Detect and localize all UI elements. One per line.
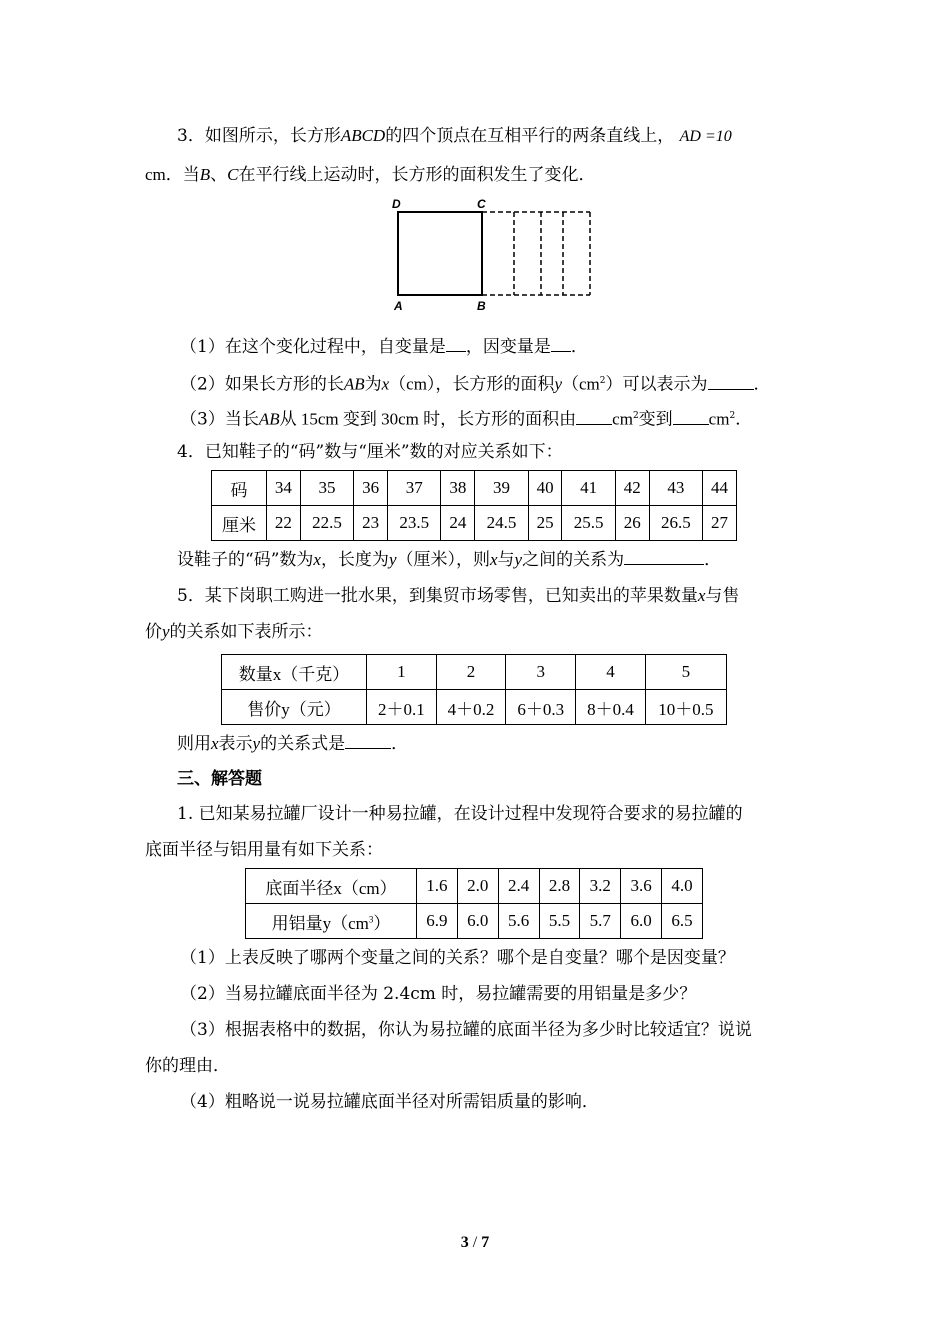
label-D: D xyxy=(392,197,401,211)
table-cell: 6＋0.3 xyxy=(506,690,576,725)
table-cell: 6.5 xyxy=(662,904,703,939)
table-cell: 39 xyxy=(475,471,528,506)
page-number: 3 / 7 xyxy=(460,1234,490,1251)
table-cell: 22.5 xyxy=(300,506,353,541)
blank xyxy=(708,372,754,390)
s1-q3a: （3）根据表格中的数据，你认为易拉罐的底面半径为多少时比较适宜？说说 xyxy=(180,1020,752,1040)
table-cell: 6.0 xyxy=(457,904,498,939)
q5-line2: 价y的关系如下表所示： xyxy=(145,622,323,642)
table-cell: 34 xyxy=(267,471,301,506)
q4-intro: 4．已知鞋子的“码”数与“厘米”数的对应关系如下： xyxy=(177,442,563,462)
table-cell: 2.4 xyxy=(498,869,539,904)
table-cell: 1.6 xyxy=(417,869,458,904)
table-cell: 6.9 xyxy=(417,904,458,939)
table-cell: 售价y（元） xyxy=(222,690,367,725)
table-cell: 2 xyxy=(436,655,506,690)
table-cell: 27 xyxy=(703,506,737,541)
q3-sub2: （2）如果长方形的长AB为x（cm），长方形的面积$y(cm^2)$可以表示为 ． xyxy=(180,369,845,397)
table-cell: 4＋0.2 xyxy=(436,690,506,725)
table-cell: 6.0 xyxy=(621,904,662,939)
s1-q1: （1）上表反映了哪两个变量之间的关系？哪个是自变量？哪个是因变量？ xyxy=(180,948,735,968)
table-cell: 25.5 xyxy=(562,506,615,541)
table-cell: 5.6 xyxy=(498,904,539,939)
rectangle-figure xyxy=(388,196,598,312)
table-cell: 40 xyxy=(528,471,562,506)
blank xyxy=(673,407,709,425)
table-cell: 4 xyxy=(576,655,646,690)
q3-sub1: （1）在这个变化过程中，自变量是 ，因变量是 ． xyxy=(180,334,845,359)
table-cell: 3 xyxy=(506,655,576,690)
blank xyxy=(576,407,612,425)
table-row xyxy=(246,904,703,939)
table-cell: 5 xyxy=(645,655,726,690)
table-cell: 10＋0.5 xyxy=(645,690,726,725)
table-row xyxy=(212,506,737,541)
s1-q2: （2）当易拉罐底面半径为 2.4cm 时，易拉罐需要的用铝量是多少？ xyxy=(180,984,697,1004)
q3-sub3: （3）当长AB从 15cm 变到 30cm 时，长方形的面积由 $cm^2$变到 $cm^2$． xyxy=(180,404,845,432)
s1-q3b: 你的理由． xyxy=(145,1056,230,1076)
table-cell: 24 xyxy=(441,506,475,541)
table-cell: 23 xyxy=(354,506,388,541)
shoe-size-table xyxy=(211,470,737,541)
table-cell: 8＋0.4 xyxy=(576,690,646,725)
s1-line2: 底面半径与铝用量有如下关系： xyxy=(145,840,383,860)
s1-line1: 1. 已知某易拉罐厂设计一种易拉罐，在设计过程中发现符合要求的易拉罐的 xyxy=(177,804,743,824)
table-row xyxy=(222,655,727,690)
table-cell: 42 xyxy=(615,471,649,506)
label-A: A xyxy=(394,299,403,312)
table-cell: 用铝量$y(cm^3)$ xyxy=(246,904,417,939)
blank xyxy=(624,547,704,565)
table-cell: 24.5 xyxy=(475,506,528,541)
blank xyxy=(551,334,571,352)
table-cell: 26.5 xyxy=(649,506,702,541)
table-cell: 5.7 xyxy=(580,904,621,939)
table-cell: 2＋0.1 xyxy=(367,690,437,725)
table-cell: 2.8 xyxy=(539,869,580,904)
table-cell: 2.0 xyxy=(457,869,498,904)
fruit-price-table xyxy=(221,654,727,725)
blank xyxy=(345,731,391,749)
table-cell: 44 xyxy=(703,471,737,506)
q4-after: 设鞋子的“码”数为x，长度为y（厘米），则x与y之间的关系为 ． xyxy=(177,547,842,572)
table-cell: 43 xyxy=(649,471,702,506)
table-row xyxy=(222,690,727,725)
table-cell: 3.2 xyxy=(580,869,621,904)
table-cell: 1 xyxy=(367,655,437,690)
table-cell: 23.5 xyxy=(388,506,441,541)
table-cell: 厘米 xyxy=(212,506,267,541)
section-heading: 三、解答题 xyxy=(177,769,262,789)
table-cell: 41 xyxy=(562,471,615,506)
table-cell: 5.5 xyxy=(539,904,580,939)
q3-line2: cm．当B、C在平行线上运动时，长方形的面积发生了变化． xyxy=(145,165,596,185)
table-cell: 35 xyxy=(300,471,353,506)
table-cell: 码 xyxy=(212,471,267,506)
label-C: C xyxy=(477,197,486,211)
label-B: B xyxy=(477,299,486,312)
q3-line1: 3．如图所示，长方形ABCD的四个顶点在互相平行的两条直线上， AD =10 xyxy=(177,126,732,146)
table-cell: 3.6 xyxy=(621,869,662,904)
table-cell: 25 xyxy=(528,506,562,541)
table-cell: 38 xyxy=(441,471,475,506)
table-cell: 37 xyxy=(388,471,441,506)
table-cell: 36 xyxy=(354,471,388,506)
can-radius-table xyxy=(245,868,703,939)
table-cell: 22 xyxy=(267,506,301,541)
table-row xyxy=(212,471,737,506)
s1-q4: （4）粗略说一说易拉罐底面半径对所需铝质量的影响． xyxy=(180,1092,599,1112)
q5-line1: 5．某下岗职工购进一批水果，到集贸市场零售，已知卖出的苹果数量x与售 xyxy=(177,586,740,606)
table-cell: 底面半径x（cm） xyxy=(246,869,417,904)
blank xyxy=(446,334,466,352)
q5-after: 则用x表示y的关系式是 ． xyxy=(177,731,842,756)
table-cell: 数量x（千克） xyxy=(222,655,367,690)
table-cell: 26 xyxy=(615,506,649,541)
table-cell: 4.0 xyxy=(662,869,703,904)
table-row xyxy=(246,869,703,904)
